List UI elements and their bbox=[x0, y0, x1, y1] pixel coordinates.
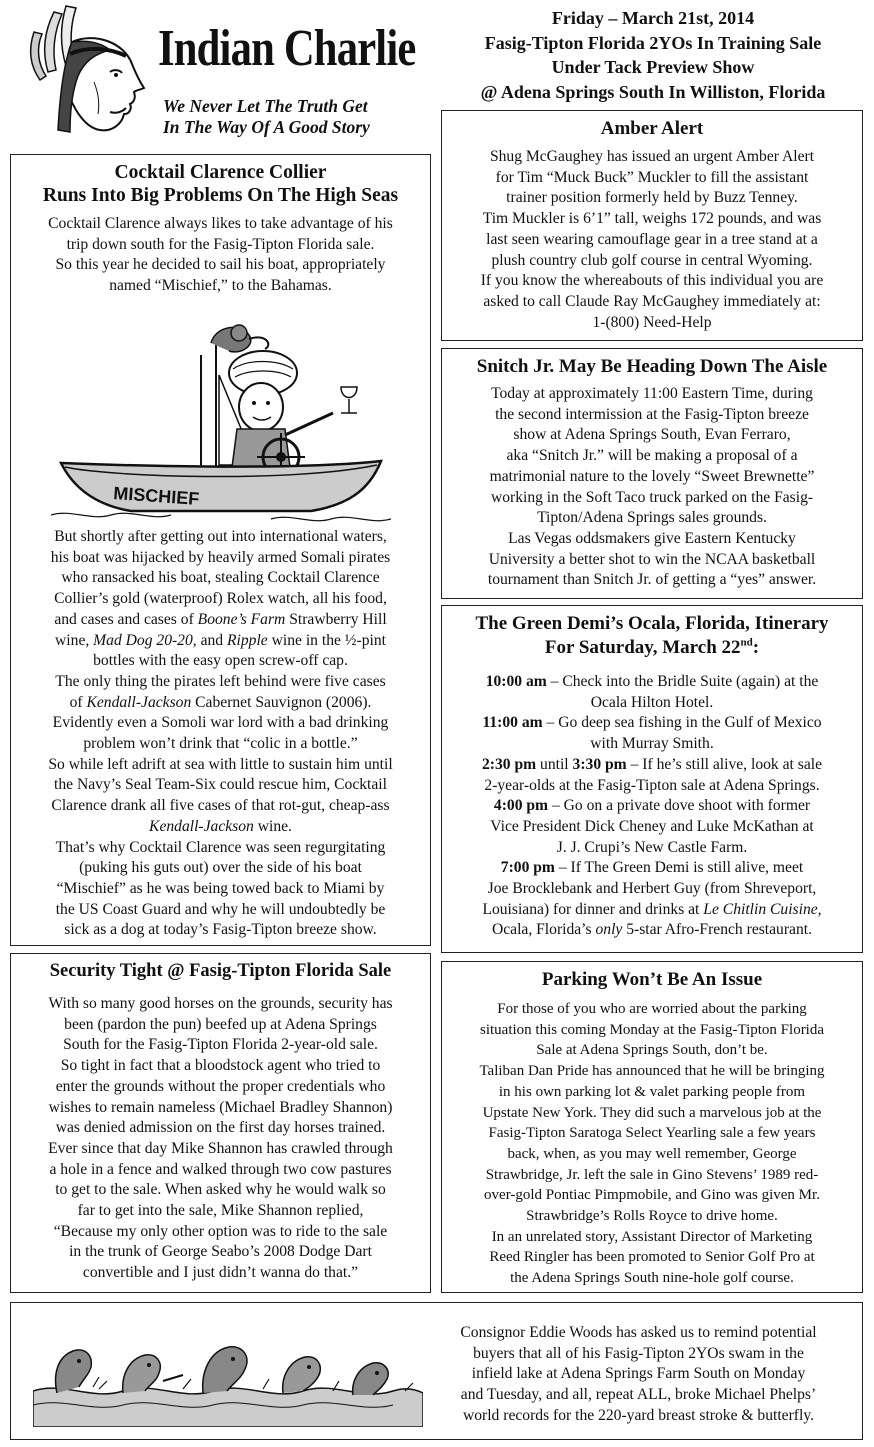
parking-box bbox=[441, 961, 863, 1293]
text-span: – Check into the Bridle Suite (again) at the bbox=[546, 673, 819, 690]
text-line: far to get into the sale, Mike Shannon replied, bbox=[77, 1202, 364, 1220]
brand-name: Kendall-Jackson bbox=[86, 693, 192, 711]
text-line: Ever since that day Mike Shannon has crawled through bbox=[48, 1139, 393, 1157]
text-span: Strawberry Hill bbox=[285, 610, 387, 628]
text-span: , and bbox=[192, 631, 227, 649]
amber-alert-title: Amber Alert bbox=[600, 118, 704, 139]
text-line: aka “Snitch Jr.” will be making a proposal of a bbox=[506, 447, 798, 465]
text-line: Upstate New York. They did such a marvelous job at the bbox=[482, 1104, 822, 1121]
text-line: in the trunk of George Seabo’s 2008 Dodge Dart bbox=[69, 1243, 372, 1261]
edition-date: Friday – March 21st, 2014 bbox=[551, 8, 755, 28]
itinerary-item bbox=[442, 713, 862, 734]
text-line: situation this coming Monday at the Fasig-Tipton Florida bbox=[479, 1021, 825, 1038]
green-demi-title bbox=[442, 612, 862, 660]
text-span: 5-star Afro-French restaurant. bbox=[622, 921, 812, 939]
text-line: 1-(800) Need-Help bbox=[592, 313, 712, 331]
text-line: With so many good horses on the grounds, security has bbox=[48, 995, 393, 1012]
text-line bbox=[442, 900, 862, 921]
text-line: for Tim “Muck Buck” Muckler to fill the assistant bbox=[495, 168, 809, 186]
text-line: “Mischief” as he was being towed back to Miami by bbox=[56, 879, 385, 897]
security-title: Security Tight @ Fasig-Tipton Florida Sale bbox=[49, 961, 392, 981]
text-line: Consignor Eddie Woods has asked us to remind potential bbox=[460, 1324, 817, 1341]
itinerary-item bbox=[442, 755, 862, 776]
text-span: Louisiana) for dinner and drinks at bbox=[482, 900, 704, 918]
text-line bbox=[442, 920, 862, 941]
text-line: So this year he decided to sail his boat, appropriately bbox=[55, 256, 386, 274]
masthead-title: Indian Charlie bbox=[158, 20, 416, 77]
cocktail-intro bbox=[11, 214, 430, 297]
text-line: back, when, as you may well remember, George bbox=[507, 1145, 797, 1162]
text-line: Clarence drank all five cases of that rot-gut, cheap-ass bbox=[51, 797, 390, 815]
text-line: enter the grounds without the proper credentials who bbox=[55, 1077, 386, 1095]
text-line: named “Mischief,” to the Bahamas. bbox=[109, 277, 332, 295]
text-line: was denied admission on the first day horses trained. bbox=[55, 1119, 386, 1137]
text-line bbox=[11, 817, 430, 838]
text-line: Taliban Dan Pride has announced that he will be bringing bbox=[479, 1063, 825, 1080]
text-line: “Because my only other option was to ride to the sale bbox=[53, 1222, 388, 1240]
text-span: – If The Green Demi is still alive, meet bbox=[554, 859, 804, 877]
text-line: (puking his guts out) over the side of his boat bbox=[79, 859, 362, 877]
amber-alert-box bbox=[441, 110, 863, 341]
text-span: until bbox=[536, 755, 573, 773]
text-span: Cabernet Sauvignon (2006). bbox=[191, 693, 372, 711]
snitch-jr-box bbox=[441, 348, 863, 599]
text-line: wishes to remain nameless (Michael Bradley Shannon) bbox=[48, 1098, 393, 1116]
text-line: In an unrelated story, Assistant Director of Marketing bbox=[491, 1228, 813, 1245]
brand-name: Boone’s Farm bbox=[197, 610, 286, 628]
snitch-body bbox=[442, 384, 862, 591]
boat-cartoon bbox=[51, 315, 391, 525]
text-line: a hole in a fence and walked through two cow pastures bbox=[49, 1160, 392, 1178]
text-span: of bbox=[69, 693, 87, 711]
text-line: If you know the whereabouts of this individual you are bbox=[480, 272, 824, 290]
text-line bbox=[11, 610, 430, 631]
text-line: been (pardon the pun) beefed up at Adena Springs bbox=[64, 1015, 377, 1033]
security-box bbox=[10, 953, 431, 1293]
text-line: Collier’s gold (waterproof) Rolex watch, all his food, bbox=[54, 590, 387, 608]
text-line: Fasig-Tipton Saratoga Select Yearling sale a few years bbox=[488, 1125, 816, 1142]
text-line: the Adena Springs South nine-hole golf course. bbox=[510, 1270, 794, 1287]
indian-head-logo bbox=[14, 2, 164, 142]
text-line: tournament than Snitch Jr. of getting a “yes” answer. bbox=[487, 571, 817, 589]
title-line: The Green Demi’s Ocala, Florida, Itinerary bbox=[475, 613, 829, 634]
itinerary-item bbox=[442, 796, 862, 817]
ordinal-suffix: nd bbox=[740, 636, 753, 649]
cocktail-body bbox=[11, 527, 430, 941]
text-line: the Navy’s Seal Team-Six could rescue him, Cocktail bbox=[54, 776, 387, 794]
text-span: wine in the ½-pint bbox=[267, 631, 386, 649]
text-line: who ransacked his boat, stealing Cocktail Clarence bbox=[61, 569, 380, 587]
edition-line: Under Tack Preview Show bbox=[551, 57, 755, 77]
title-line: Cocktail Clarence Collier bbox=[114, 162, 327, 183]
text-line: 2-year-olds at the Fasig-Tipton sale at Adena Springs. bbox=[484, 776, 820, 794]
text-line: bottles with the easy open screw-off cap. bbox=[93, 652, 348, 670]
brand-name: Mad Dog 20-20 bbox=[93, 631, 193, 649]
text-line: infield lake at Adena Springs Farm South on Monday bbox=[471, 1365, 806, 1383]
text-line bbox=[11, 631, 430, 652]
time-label: 2:30 pm bbox=[481, 755, 537, 773]
boat-name-label: MISCHIEF bbox=[112, 483, 200, 509]
text-line: last seen wearing camouflage gear in a tree stand at a bbox=[486, 230, 818, 248]
edition-header bbox=[438, 6, 868, 104]
edition-line: @ Adena Springs South In Williston, Florida bbox=[480, 81, 826, 102]
text-line: The only thing the pirates left behind were five cases bbox=[55, 672, 386, 690]
text-span: – Go on a private dove shoot with former bbox=[548, 797, 811, 815]
text-line: Evidently even a Somoli war lord with a bad drinking bbox=[52, 714, 389, 732]
time-label: 10:00 am bbox=[485, 673, 547, 690]
text-line: J. J. Crupi’s New Castle Farm. bbox=[556, 838, 748, 856]
time-label: 7:00 pm bbox=[500, 859, 555, 877]
title-span: : bbox=[752, 637, 760, 658]
text-line: world records for the 220-yard breast stroke & butterfly. bbox=[462, 1406, 815, 1424]
parking-title: Parking Won’t Be An Issue bbox=[541, 969, 763, 990]
text-span: – If he’s still alive, look at sale bbox=[626, 755, 822, 773]
title-line: Runs Into Big Problems On The High Seas bbox=[42, 185, 399, 206]
tagline-line: We Never Let The Truth Get bbox=[163, 96, 368, 116]
text-line: University a better shot to win the NCAA basketball bbox=[488, 550, 816, 568]
brand-name: Kendall-Jackson bbox=[149, 817, 254, 835]
text-line: and Tuesday, and all, repeat ALL, broke Michael Phelps’ bbox=[460, 1386, 817, 1404]
text-line: the US Coast Guard and why he will undoubtedly be bbox=[55, 900, 386, 918]
text-line: the second intermission at the Fasig-Tipton breeze bbox=[495, 405, 809, 423]
text-line: Joe Brocklebank and Herbert Guy (from Shreveport, bbox=[487, 880, 817, 898]
text-line: For those of you who are worried about the parking bbox=[497, 1001, 807, 1017]
text-line: Las Vegas oddsmakers give Eastern Kentucky bbox=[508, 529, 796, 547]
parking-body bbox=[442, 999, 862, 1289]
text-line: Strawbridge’s Rolls Royce to drive home. bbox=[526, 1208, 778, 1225]
masthead-tagline bbox=[163, 96, 423, 138]
text-line: So tight in fact that a bloodstock agent who tried to bbox=[60, 1057, 381, 1075]
text-line: over-gold Pontiac Pimpmobile, and Gino was given Mr. bbox=[484, 1187, 820, 1204]
text-line: working in the Soft Taco truck parked on the Fasig- bbox=[490, 488, 814, 506]
itinerary-item bbox=[442, 858, 862, 879]
swimming-horses-cartoon bbox=[33, 1335, 423, 1427]
text-line: sick as a dog at today’s Fasig-Tipton breeze show. bbox=[64, 921, 377, 939]
text-line: Tim Muckler is 6’1” tall, weighs 172 pounds, and was bbox=[482, 210, 822, 228]
text-span: – Go deep sea fishing in the Gulf of Mexico bbox=[542, 714, 822, 732]
security-body bbox=[11, 994, 430, 1284]
text-line: his boat was hijacked by heavily armed Somali pirates bbox=[50, 548, 391, 566]
title-line bbox=[442, 636, 862, 660]
text-line: to get to the sale. When asked why he would walk so bbox=[55, 1181, 386, 1199]
text-line: Shug McGaughey has issued an urgent Amber Alert bbox=[489, 148, 815, 165]
text-line: Ocala Hilton Hotel. bbox=[590, 693, 714, 711]
text-line: But shortly after getting out into international waters, bbox=[54, 528, 387, 545]
time-label: 4:00 pm bbox=[493, 797, 549, 815]
text-emphasis: only bbox=[595, 921, 623, 939]
time-label: 11:00 am bbox=[482, 714, 543, 732]
text-span: Ocala, Florida’s bbox=[491, 921, 596, 939]
text-line: Vice President Dick Cheney and Luke McKathan at bbox=[490, 817, 814, 835]
itinerary-list bbox=[442, 672, 862, 941]
text-line: South for the Fasig-Tipton Florida 2-year-old sale. bbox=[63, 1036, 378, 1054]
amber-alert-body bbox=[442, 147, 862, 333]
text-line: That’s why Cocktail Clarence was seen regurgitating bbox=[55, 838, 386, 856]
text-line: So while left adrift at sea with little to sustain him until bbox=[48, 755, 393, 773]
snitch-title: Snitch Jr. May Be Heading Down The Aisle bbox=[476, 356, 828, 377]
text-line: matrimonial nature to the lovely “Sweet Brewnette” bbox=[489, 467, 815, 485]
eddie-woods-text bbox=[421, 1323, 856, 1427]
green-demi-box bbox=[441, 605, 863, 953]
text-line: show at Adena Springs South, Evan Ferraro, bbox=[513, 426, 791, 444]
restaurant-name: Le Chitlin Cuisine, bbox=[703, 900, 822, 918]
time-label: 3:30 pm bbox=[572, 755, 627, 773]
text-line: in his own parking lot & valet parking people from bbox=[498, 1083, 806, 1100]
text-line: plush country club golf course in central Wyoming. bbox=[491, 251, 813, 269]
title-span: For Saturday, March 22 bbox=[544, 637, 741, 658]
text-line: with Murray Smith. bbox=[590, 735, 714, 753]
tagline-line: In The Way Of A Good Story bbox=[163, 117, 370, 137]
cocktail-clarence-box bbox=[10, 154, 431, 946]
text-line: trip down south for the Fasig-Tipton Florida sale. bbox=[66, 235, 375, 253]
text-line: Tipton/Adena Springs sales grounds. bbox=[537, 509, 767, 527]
text-line: Strawbridge, Jr. left the sale in Gino Stevens’ 1989 red- bbox=[485, 1166, 819, 1183]
text-span: wine. bbox=[253, 817, 292, 835]
brand-name: Ripple bbox=[227, 631, 268, 649]
text-span: and cases and cases of bbox=[54, 610, 198, 628]
text-span: wine, bbox=[55, 631, 94, 649]
eddie-woods-box bbox=[10, 1302, 863, 1440]
text-line: Reed Ringler has been promoted to Senior Golf Pro at bbox=[489, 1249, 815, 1266]
edition-line: Fasig-Tipton Florida 2YOs In Training Sale bbox=[484, 32, 822, 53]
text-line: buyers that all of his Fasig-Tipton 2YOs swam in the bbox=[473, 1344, 804, 1362]
cocktail-title bbox=[11, 161, 430, 207]
text-line: trainer position formerly held by Buzz Tenney. bbox=[506, 189, 798, 207]
itinerary-item bbox=[442, 672, 862, 693]
text-line: Cocktail Clarence always likes to take advantage of his bbox=[48, 215, 393, 232]
text-line: asked to call Claude Ray McGaughey immediately at: bbox=[483, 292, 821, 310]
text-line: Sale at Adena Springs South, don’t be. bbox=[536, 1042, 768, 1059]
text-line bbox=[11, 693, 430, 714]
text-line: problem won’t drink that “colic in a bottle.” bbox=[83, 735, 358, 753]
text-line: Today at approximately 11:00 Eastern Time, during bbox=[491, 385, 813, 402]
text-line: convertible and I just didn’t wanna do that.” bbox=[82, 1264, 359, 1282]
